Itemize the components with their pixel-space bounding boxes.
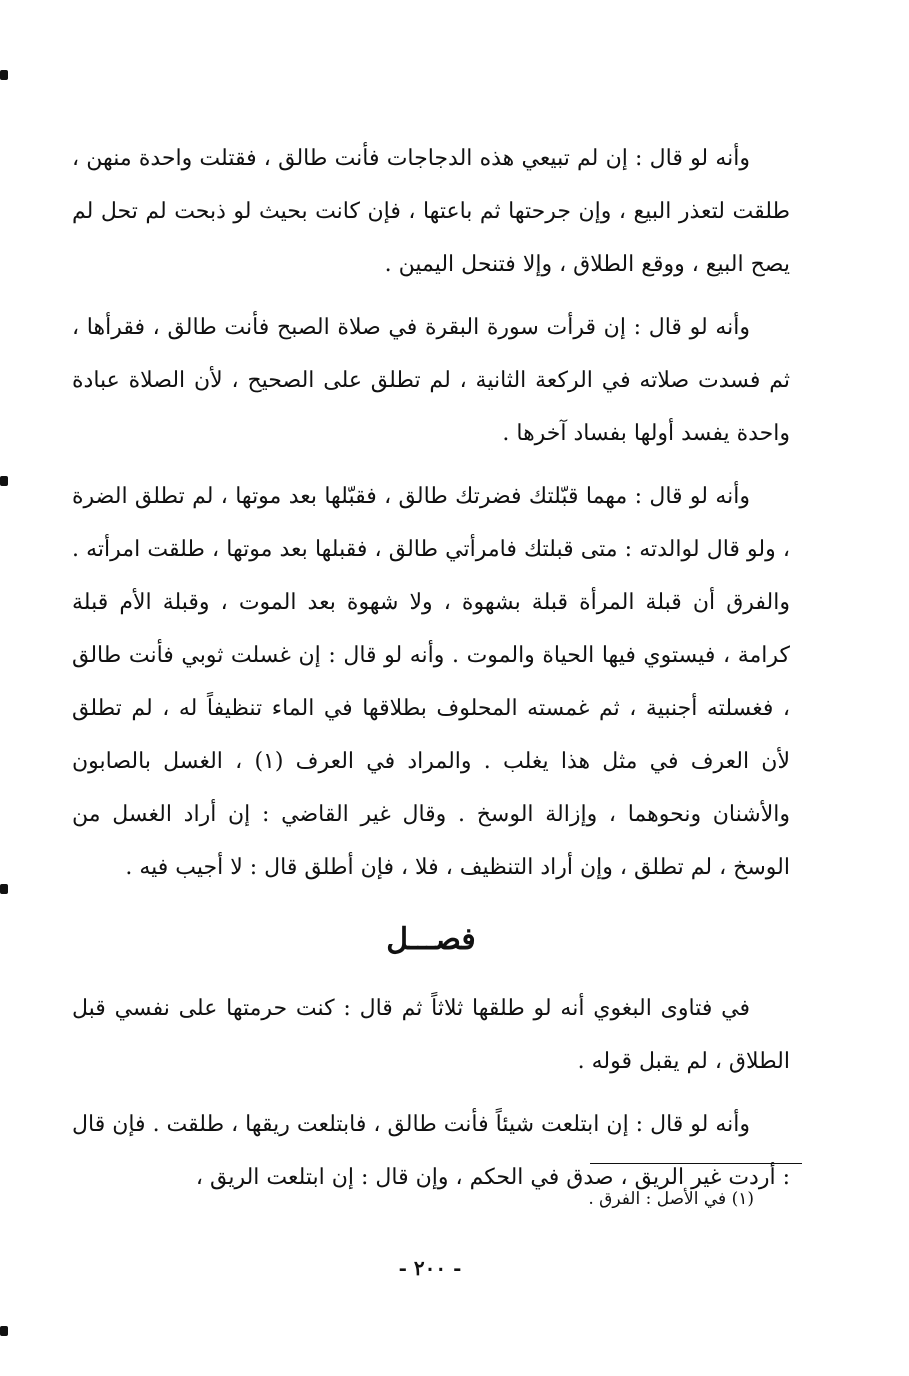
paragraph-1: وأنه لو قال : إن لم تبيعي هذه الدجاجات فأنت طالق ، فقتلت واحدة منهن ، طلقت لتعذر البيع ، وإن جرحتها ثم باعتها ، فإن كانت بحيث لو ذبحت لم تحل لم يصح البيع ، ووقع الطلاق ، وإلا فتنحل اليمين .: [72, 146, 790, 277]
scan-mark: [0, 1326, 8, 1336]
paragraph-4: في فتاوى البغوي أنه لو طلقها ثلاثاً ثم قال : كنت حرمتها على نفسي قبل الطلاق ، لم يقبل قوله .: [72, 996, 790, 1074]
scan-mark: [0, 476, 8, 486]
section-heading: فصـــل: [386, 922, 476, 957]
footnote-divider: [590, 1163, 802, 1164]
scan-mark: [0, 884, 8, 894]
page-number: - ٢٠٠ -: [398, 1256, 462, 1280]
footnote: (١) في الأصل : الفرق .: [588, 1189, 754, 1209]
page-body: [72, 132, 790, 1214]
paragraph-2: وأنه لو قال : إن قرأت سورة البقرة في صلاة الصبح فأنت طالق ، فقرأها ، ثم فسدت صلاته في الركعة الثانية ، لم تطلق على الصحيح ، لأن الصلاة عبادة واحدة يفسد أولها بفساد آخرها .: [72, 315, 790, 446]
paragraph-5: وأنه لو قال : إن ابتلعت شيئاً فأنت طالق ، فابتلعت ريقها ، طلقت . فإن قال : أردت غير الريق ، صدق في الحكم ، وإن قال : إن ابتلعت الريق ،: [72, 1112, 790, 1190]
scan-mark: [0, 70, 8, 80]
paragraph-3: وأنه لو قال : مهما قبّلتك فضرتك طالق ، فقبّلها بعد موتها ، لم تطلق الضرة ، ولو قال لوالدته : متى قبلتك فامرأتي طالق ، فقبلها بعد موتها ، طلقت امرأته . والفرق أن قبلة المرأة قبلة بشهوة ، ولا شهوة بعد الموت ، وقبلة الأم قبلة كرامة ، فيستوي فيها الحياة والموت . وأنه لو قال : إن غسلت ثوبي فأنت طالق ، فغسلته أجنبية ، ثم غمسته المحلوف بطلاقها في الماء تنظيفاً له ، لم تطلق لأن العرف في مثل هذا يغلب . والمراد في العرف (١) ، الغسل بالصابون والأشنان ونحوهما ، وإزالة الوسخ . وقال غير القاضي : إن أراد الغسل من الوسخ ، لم تطلق ، وإن أراد التنظيف ، فلا ، فإن أطلق قال : لا أجيب فيه .: [72, 484, 790, 880]
